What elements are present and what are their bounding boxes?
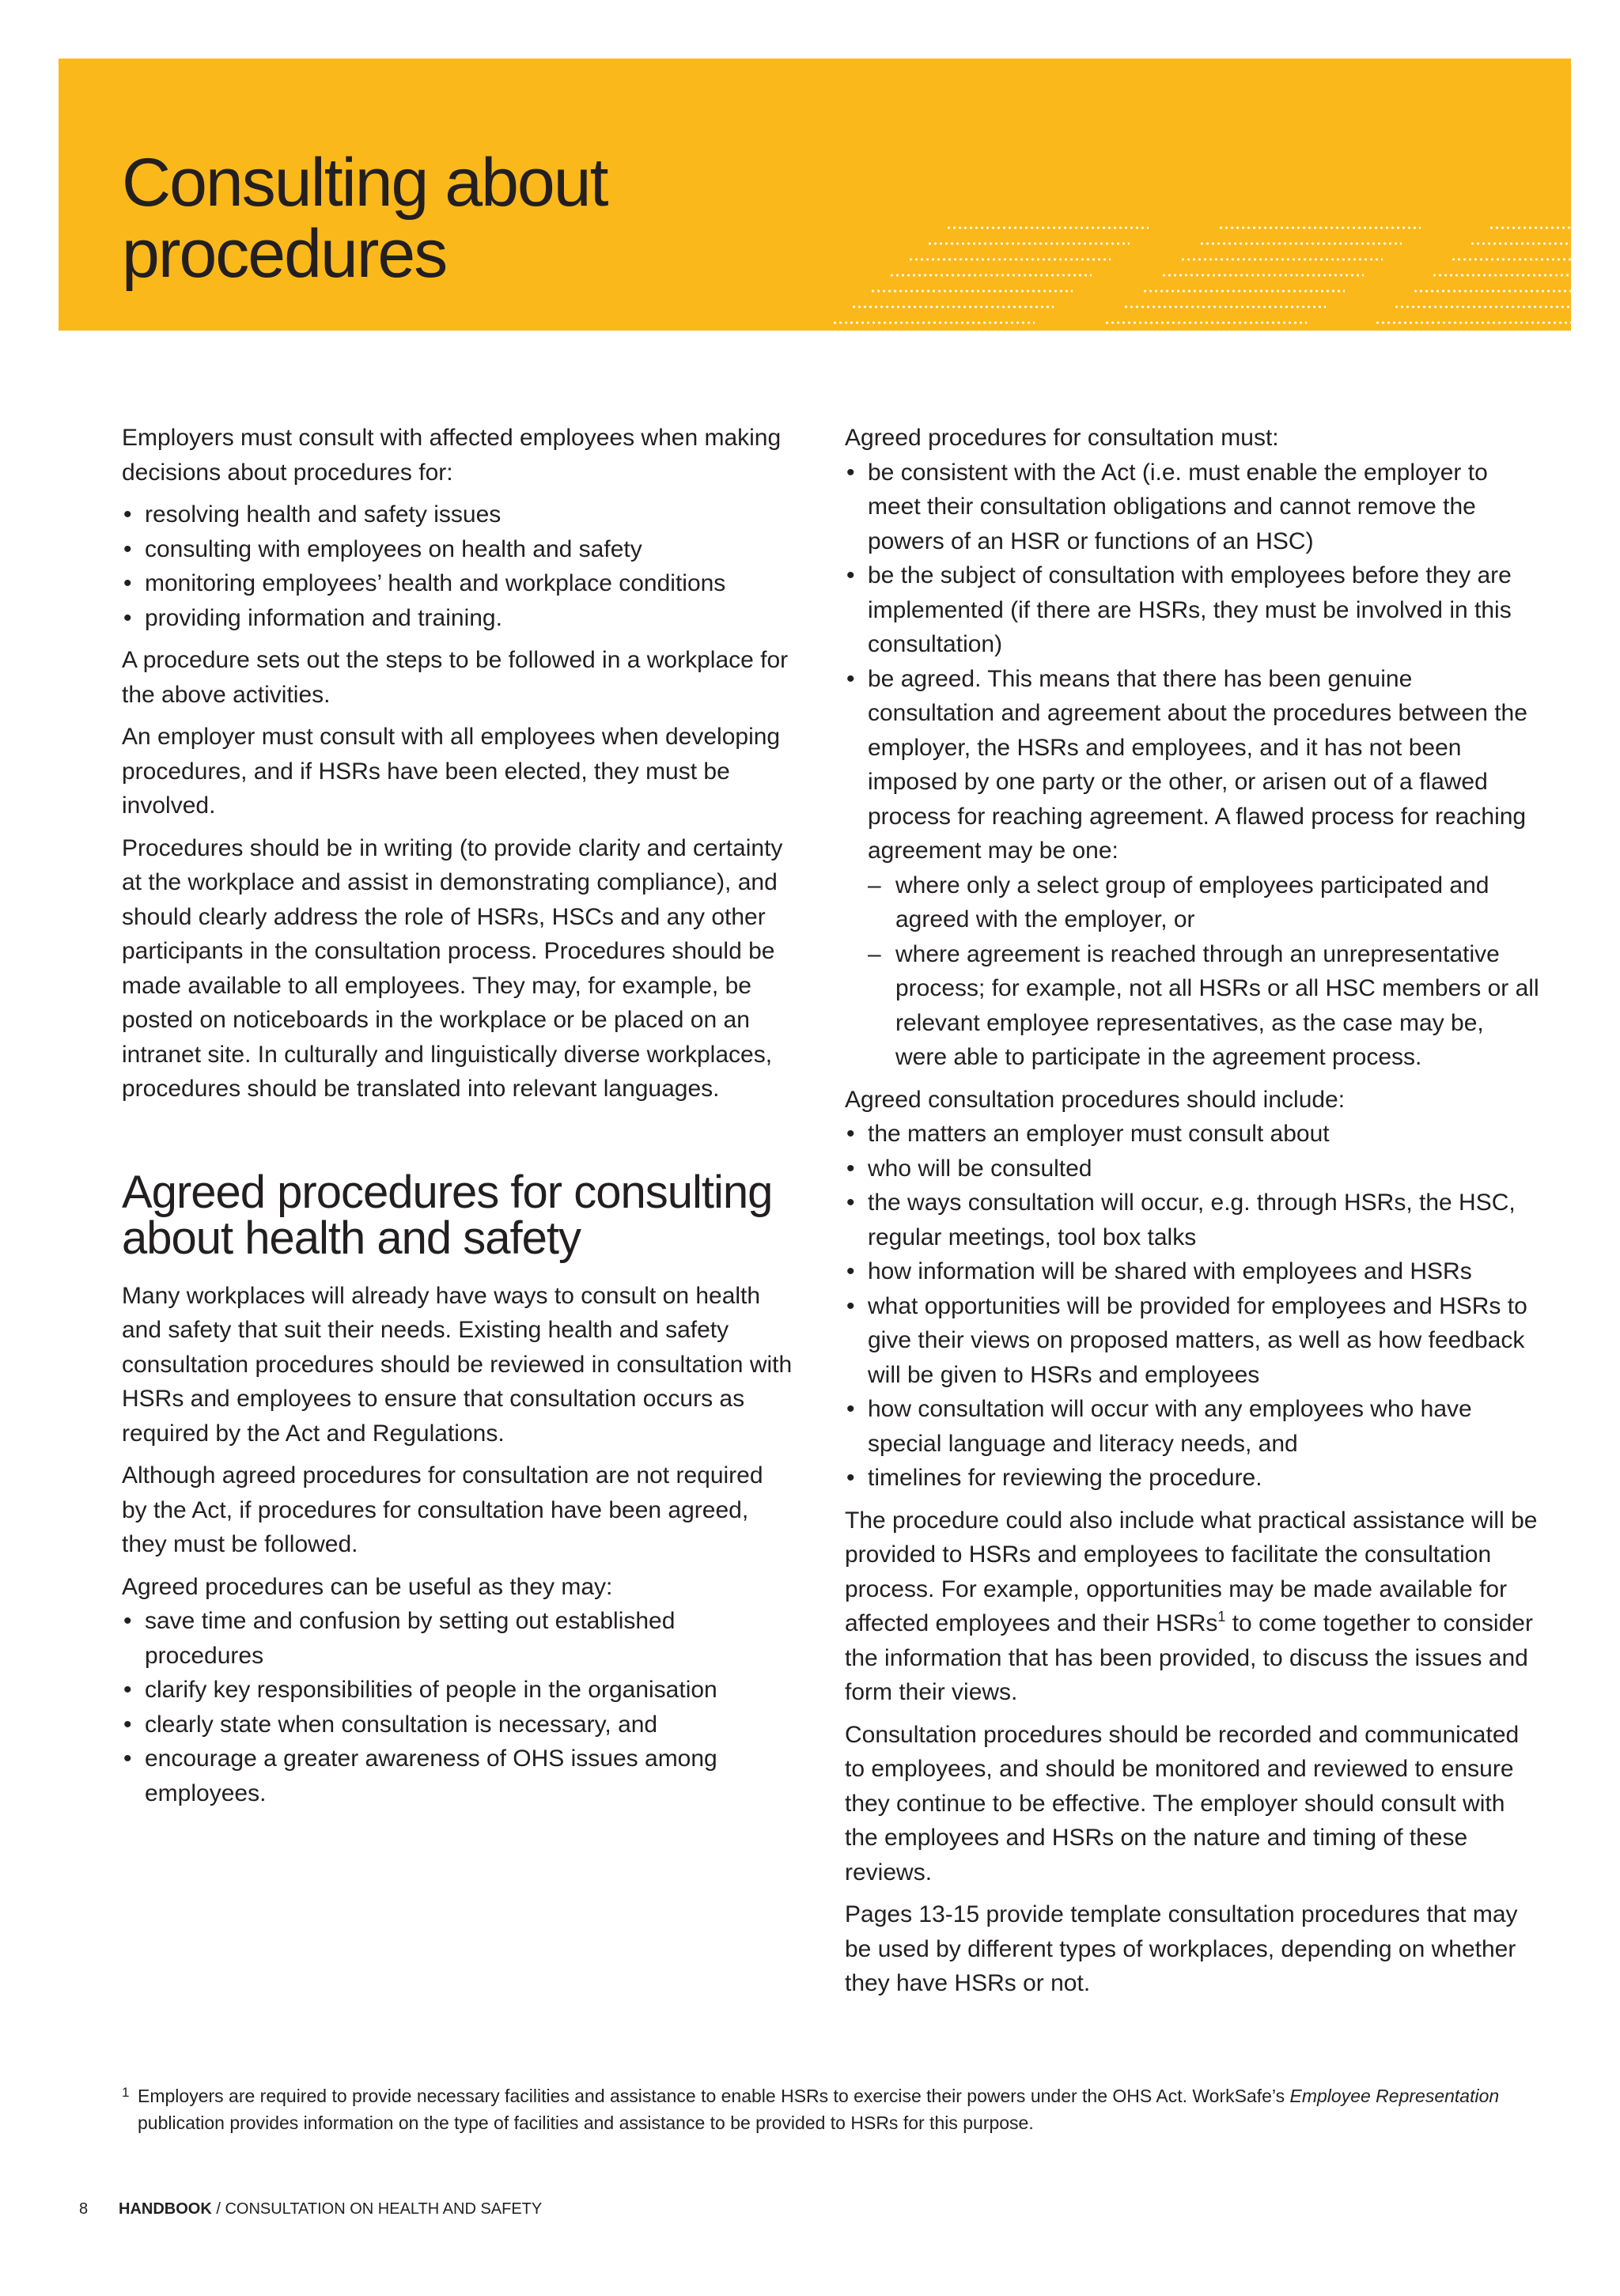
page-title xyxy=(122,145,608,292)
agreed-bullet-text: be agreed. This means that there has been genuine consultation and agreement about the procedures between the employer, the HSRs and employees, and it has not been imposed by one party or the other, or arisen out of a flawed process for reaching agreement. A flawed process for reaching agreement may be one: xyxy=(868,665,1527,864)
list-item: • what opportunities will be provided for employees and HSRs to give their views on proposed matters, as well as how feedback will be given to HSRs and employees xyxy=(845,1289,1541,1393)
practical-text-a: The procedure could also include what practical assistance will be provided to HSRs and employees to facilitate the consultation process. For example, opportunities may be made available for affected employees and their HSRs xyxy=(845,1507,1538,1636)
must-bullet-list xyxy=(845,456,1541,1075)
writing-paragraph: Procedures should be in writing (to provide clarity and certainty at the workplace and assist in demonstrating compliance), and should clearly address the role of HSRs, HSCs and any other participants in the consultation process. Procedures should be made available to all employees. They may, for example, be posted on noticeboards in the workplace or be placed on an intranet site. In culturally and linguistically diverse workplaces, procedures should be translated into relevant languages. xyxy=(122,834,783,1102)
footer-section-label: / CONSULTATION ON HEALTH AND SAFETY xyxy=(211,2200,543,2218)
right-column xyxy=(845,421,1541,2009)
list-item: • the ways consultation will occur, e.g. through HSRs, the HSC, regular meetings, tool box talks xyxy=(845,1186,1541,1254)
list-item: • be the subject of consultation with employees before they are implemented (if there are HSRs, they must be involved in this consultation) xyxy=(845,558,1541,662)
section-heading: Agreed procedures for consulting about health and safety xyxy=(122,1166,773,1264)
practical-text-b: to come together to consider the information that has been provided, to discuss the issues and form their views. xyxy=(845,1610,1533,1705)
page-title-line-1: Consulting about xyxy=(122,145,608,221)
many-workplaces-paragraph: Many workplaces will already have ways to consult on health and safety that suit their needs. Existing health and safety consultation procedures should be reviewed in consultation with HSRs and employees to ensure that consultation occurs as required by the Act and Regulations. xyxy=(122,1282,793,1447)
list-item: • how information will be shared with employees and HSRs xyxy=(845,1254,1541,1289)
list-item: • consulting with employees on health and safety xyxy=(122,532,794,567)
practical-assistance-paragraph xyxy=(845,1504,1541,1710)
include-bullet-list xyxy=(845,1117,1541,1496)
list-item: • encourage a greater awareness of OHS issues among employees. xyxy=(122,1742,794,1810)
procedure-definition-paragraph: A procedure sets out the steps to be followed in a workplace for the above activities. xyxy=(122,647,789,708)
list-item: – where only a select group of employees participated and agreed with the employer, or xyxy=(868,868,1541,937)
list-item: • save time and confusion by setting out established procedures xyxy=(122,1604,794,1673)
useful-intro: Agreed procedures can be useful as they may: xyxy=(122,1573,613,1600)
list-item: – where agreement is reached through an unrepresentative process; for example, not all HSRs or all HSC members or all relevant employee representatives, as the case may be, were able to participate in the agreement process. xyxy=(868,937,1541,1075)
pages-paragraph: Pages 13-15 provide template consultation procedures that may be used by different types of workplaces, depending on whether they have HSRs or not. xyxy=(845,1901,1518,1996)
footnote-text-b: publication provides information on the type of facilities and assistance to be provided to HSRs for this purpose. xyxy=(138,2113,1034,2133)
list-item xyxy=(845,662,1541,1075)
page-title-line-2: procedures xyxy=(122,216,447,292)
footer-handbook-label: HANDBOOK xyxy=(119,2200,212,2218)
list-item: • providing information and training. xyxy=(122,601,794,636)
intro-paragraph: Employers must consult with affected employees when making decisions about procedures for: xyxy=(122,425,782,486)
page-footer xyxy=(79,2197,542,2221)
intro-bullet-list xyxy=(122,497,794,635)
list-item: • the matters an employer must consult about xyxy=(845,1117,1541,1152)
recorded-paragraph: Consultation procedures should be recorded and communicated to employees, and should be monitored and reviewed to ensure they continue to be effective. The employer should consult with the employees and HSRs on the nature and timing of these reviews. xyxy=(845,1721,1520,1886)
footnote-text xyxy=(138,2082,1546,2136)
footnote-reference[interactable]: 1 xyxy=(1217,1609,1226,1625)
flawed-process-list xyxy=(868,868,1541,1075)
list-item: • resolving health and safety issues xyxy=(122,497,794,532)
must-intro: Agreed procedures for consultation must: xyxy=(845,425,1279,451)
consult-all-paragraph: An employer must consult with all employees when developing procedures, and if HSRs have been elected, they must be involved. xyxy=(122,724,781,819)
list-item: • monitoring employees’ health and workplace conditions xyxy=(122,566,794,601)
list-item: • timelines for reviewing the procedure. xyxy=(845,1461,1541,1496)
list-item: • who will be consulted xyxy=(845,1152,1541,1186)
footnote-number: 1 xyxy=(122,2085,130,2100)
list-item: • clarify key responsibilities of people in the organisation xyxy=(122,1673,794,1708)
list-item: • be consistent with the Act (i.e. must enable the employer to meet their consultation obligations and cannot remove the powers of an HSR or functions of an HSC) xyxy=(845,456,1541,559)
useful-bullet-list xyxy=(122,1604,794,1810)
left-column xyxy=(122,421,794,1818)
include-intro: Agreed consultation procedures should include: xyxy=(845,1086,1346,1113)
footnote xyxy=(122,2082,1546,2136)
list-item: • how consultation will occur with any employees who have special language and literacy needs, and xyxy=(845,1392,1541,1461)
although-paragraph: Although agreed procedures for consultation are not required by the Act, if procedures for consultation have been agreed, they must be followed. xyxy=(122,1462,763,1557)
header-banner xyxy=(59,59,1571,331)
page-number: 8 xyxy=(79,2200,89,2218)
footnote-text-a: Employers are required to provide necessary facilities and assistance to enable HSRs to exercise their powers under the OHS Act. WorkSafe’s xyxy=(138,2086,1290,2106)
list-item: • clearly state when consultation is necessary, and xyxy=(122,1708,794,1742)
footnote-publication-title: Employee Representation xyxy=(1289,2086,1500,2106)
